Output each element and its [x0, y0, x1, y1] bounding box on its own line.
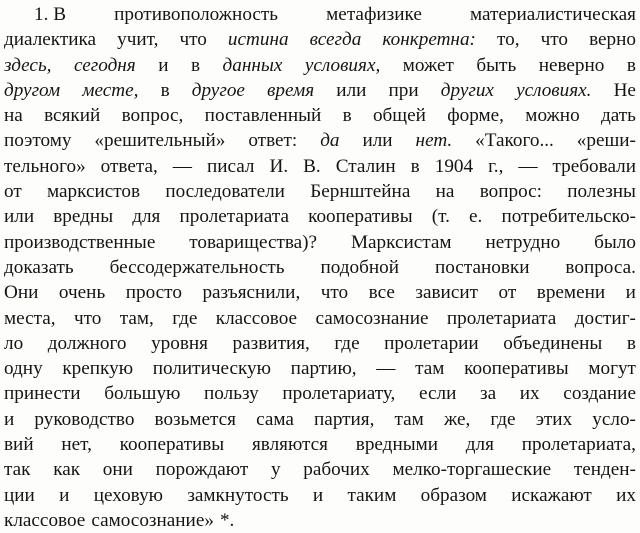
word: бессодержательность [109, 256, 285, 278]
word: В. [303, 155, 321, 177]
word: И. [269, 155, 289, 177]
word: потребительско- [501, 206, 636, 228]
word: ло [4, 332, 24, 354]
word: этих [535, 408, 573, 430]
word: там [415, 358, 445, 380]
word: где [172, 307, 198, 329]
text-line [4, 255, 636, 280]
word: объединены [503, 332, 603, 354]
word: на [435, 181, 455, 203]
word: искажают [511, 484, 592, 506]
word: в [626, 332, 636, 354]
text-line [4, 407, 636, 432]
word: мелко-торгашеские [392, 459, 552, 481]
word: цеховую [93, 484, 164, 506]
word: в [190, 54, 201, 76]
word: данных [222, 54, 283, 76]
word: кооперативы [119, 434, 225, 456]
text-line [4, 457, 636, 482]
word: последователи [165, 181, 285, 203]
word: же, [443, 408, 471, 430]
word: порождают [155, 459, 249, 481]
word: то, [497, 29, 520, 51]
word: так [4, 459, 31, 481]
word: — [172, 155, 192, 177]
word: или [4, 206, 35, 228]
word: нет, [61, 434, 92, 456]
word: что [73, 307, 102, 329]
text-line [4, 483, 636, 508]
word: большую [104, 383, 181, 405]
word: условиях, [304, 54, 381, 76]
word: вопроса. [565, 256, 636, 278]
text-line [4, 53, 636, 78]
word: партию, [290, 358, 357, 380]
text-line [4, 27, 636, 52]
word: Они [4, 282, 39, 304]
word: другое [191, 79, 245, 101]
text-line [4, 432, 636, 457]
word: других [440, 79, 494, 101]
word: или [336, 79, 367, 101]
word: условиях. [516, 79, 592, 101]
word: тельного» [4, 155, 86, 177]
word: и [59, 484, 70, 506]
word: «реши- [576, 130, 636, 152]
word: марксистов [47, 181, 141, 203]
word: «Такого... [475, 130, 554, 152]
word: поэтому [4, 130, 72, 152]
word: у [270, 459, 281, 481]
text-line [4, 2, 636, 27]
word: принести [4, 383, 81, 405]
word: Сталин [335, 155, 396, 177]
word: ответ: [248, 130, 298, 152]
word: нет. [415, 130, 453, 152]
word: что [179, 29, 207, 51]
word: материалистическая [469, 4, 636, 25]
word: вопрос, [121, 105, 184, 127]
body-paragraph [4, 2, 636, 533]
word: время [267, 79, 315, 101]
text-line [4, 381, 636, 406]
word: при [388, 79, 419, 101]
word: пролетарии [384, 332, 479, 354]
word: в [626, 54, 636, 76]
word: в [410, 155, 420, 177]
text-line [4, 128, 636, 153]
word: здесь, [4, 54, 52, 76]
word: должного [47, 332, 127, 354]
word: учит, [117, 29, 159, 51]
word: пролетариата [179, 206, 289, 228]
word: места, [4, 307, 56, 329]
word: образом [420, 484, 487, 506]
word: уровня [151, 332, 208, 354]
word: зависит [415, 282, 478, 304]
word: вредными [355, 434, 439, 456]
word: месте, [82, 79, 139, 101]
word: их [616, 484, 636, 506]
word: политическую [152, 358, 271, 380]
word: в [160, 79, 170, 101]
word: замкнутость [187, 484, 289, 506]
word: классовое [215, 307, 298, 329]
word: нетрудно [485, 231, 561, 253]
word: от [498, 282, 517, 304]
word: сама [256, 408, 294, 430]
word: могут [588, 358, 636, 380]
word: дать [601, 105, 636, 127]
word: вий [4, 434, 34, 456]
word: крепкую [62, 358, 134, 380]
text-line [4, 331, 636, 356]
word: ции [4, 484, 35, 506]
word: за [480, 383, 497, 405]
text-line [4, 103, 636, 128]
word: Не [613, 79, 636, 101]
word: что [320, 282, 349, 304]
word: противоположность [114, 4, 279, 25]
word: требовали [552, 155, 636, 177]
word: и [4, 408, 15, 430]
word: что [540, 29, 568, 51]
word: они [102, 459, 133, 481]
word: или [362, 130, 393, 152]
word: другом [4, 79, 61, 101]
word: кооперативы [464, 358, 569, 380]
word: пользу [204, 383, 259, 405]
word: вопрос: [479, 181, 542, 203]
text-line [4, 508, 636, 533]
word: всякий [44, 105, 101, 127]
word: как [53, 459, 81, 481]
word: всегда [309, 29, 362, 51]
word: может [402, 54, 454, 76]
word: диалектика [4, 29, 97, 51]
text-line [4, 179, 636, 204]
text-line [4, 204, 636, 229]
word: полезны [567, 181, 636, 203]
word: руководство [34, 408, 135, 430]
word: самосознание [315, 307, 429, 329]
word: — [376, 358, 396, 380]
word: вредны [53, 206, 114, 228]
word: тенден- [573, 459, 636, 481]
word: на [4, 105, 23, 127]
word: быть [476, 54, 517, 76]
word: е. [469, 206, 483, 228]
word: кооперативы [308, 206, 413, 228]
word: да [320, 130, 340, 152]
word: форме, [447, 105, 504, 127]
text-line [4, 280, 636, 305]
word: и [158, 54, 169, 76]
word: общей [372, 105, 426, 127]
word: можно [525, 105, 580, 127]
word: и [625, 282, 636, 304]
word: классовое [4, 509, 86, 531]
word: от [4, 181, 22, 203]
word: ответа, [100, 155, 158, 177]
word: неверно [538, 54, 605, 76]
word: истина [227, 29, 289, 51]
word: таким [347, 484, 397, 506]
word: — [518, 155, 538, 177]
text-line [4, 78, 636, 103]
word: все [368, 282, 395, 304]
word: там, [119, 307, 154, 329]
word: просто [125, 282, 182, 304]
word: 1. В [34, 4, 66, 25]
word: пролетариату, [282, 383, 396, 405]
word: писал [206, 155, 255, 177]
word: верно [589, 29, 636, 51]
word: поставленный [204, 105, 322, 127]
word: и [312, 484, 324, 506]
text-line [4, 306, 636, 331]
word: для [132, 206, 161, 228]
word: создание [563, 383, 636, 405]
word: *. [219, 509, 235, 531]
word: являются [251, 434, 329, 456]
word: постановки [434, 256, 530, 278]
word: было [594, 231, 636, 253]
word: достиг- [574, 307, 636, 329]
text-line [4, 230, 636, 255]
word: пролетариата, [521, 434, 636, 456]
word: если [418, 383, 457, 405]
word: метафизике [326, 4, 422, 25]
word: рабочих [303, 459, 370, 481]
word: г., [488, 155, 504, 177]
word: (т. [431, 206, 450, 228]
text-line [4, 154, 636, 179]
word: товарищества)? [189, 231, 318, 253]
word: возьмется [154, 408, 237, 430]
word: подобной [320, 256, 400, 278]
word: Марксистам [350, 231, 452, 253]
word: 1904 [434, 155, 474, 177]
word: очень [58, 282, 106, 304]
word: времени [536, 282, 606, 304]
word: партия, [314, 408, 375, 430]
word: «решительный» [94, 130, 226, 152]
word: производственные [4, 231, 156, 253]
word: Бернштейна [310, 181, 411, 203]
word: их [519, 383, 540, 405]
word: в [342, 105, 352, 127]
word: разъяснили, [202, 282, 301, 304]
word: где [490, 408, 516, 430]
word: сегодня [73, 54, 136, 76]
text-line [4, 356, 636, 381]
word: доказать [4, 256, 74, 278]
word: конкретна: [382, 29, 476, 51]
word: пролетариата [446, 307, 557, 329]
word: усло- [592, 408, 636, 430]
word: самосознание» [91, 509, 214, 531]
word: одну [4, 358, 43, 380]
word: где [334, 332, 360, 354]
word: для [465, 434, 494, 456]
word: там [394, 408, 424, 430]
word: развития, [232, 332, 310, 354]
